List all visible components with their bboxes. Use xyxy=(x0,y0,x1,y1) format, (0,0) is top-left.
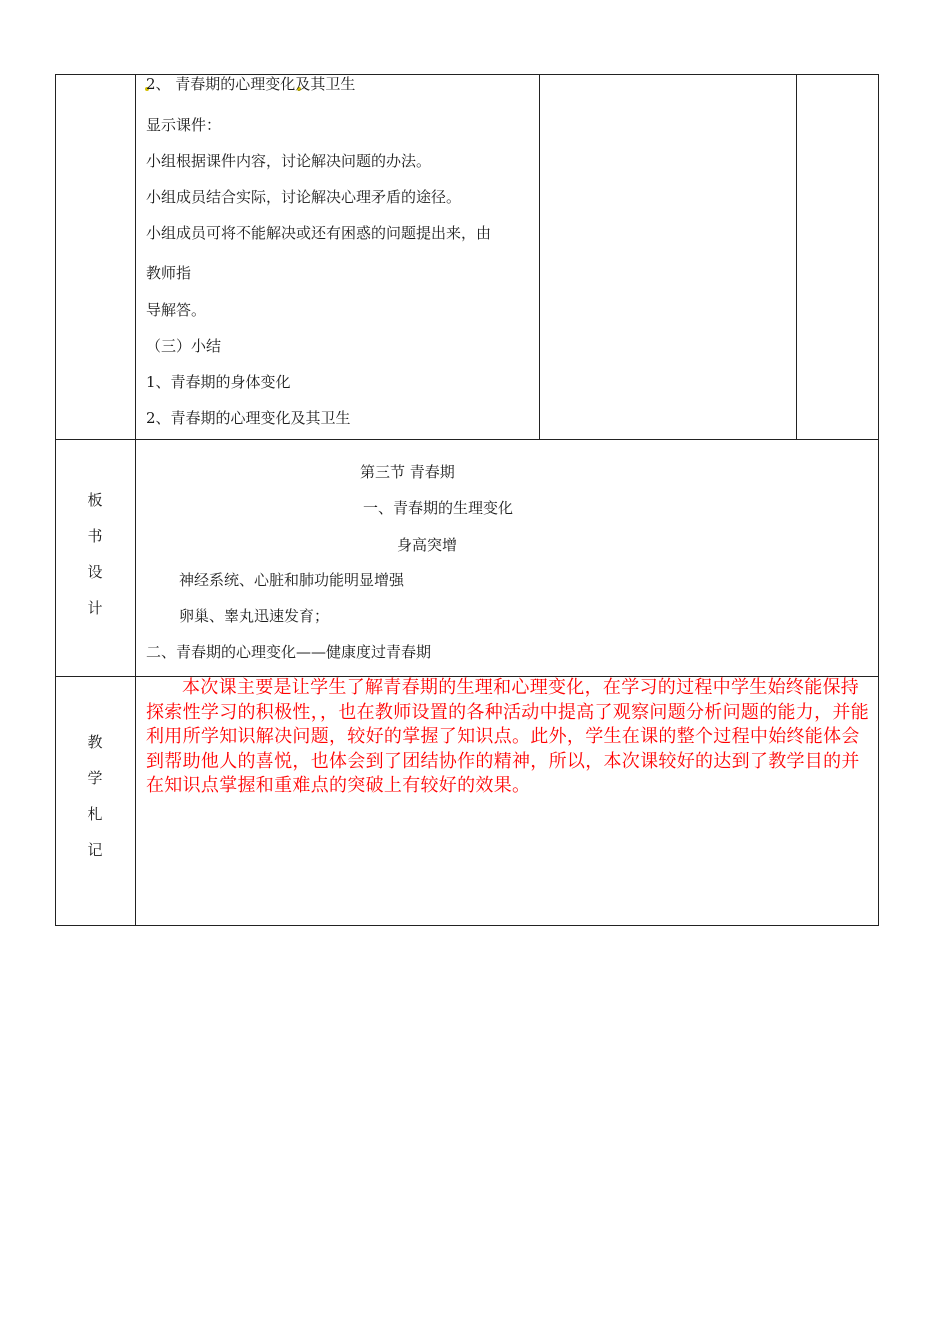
board-line-sub-1: 身高突增 xyxy=(397,536,458,554)
teaching-notes-text: 本次课主要是让学生了解青春期的生理和心理变化，在学习的过程中学生始终能保持探索性学习的积极性，，也在教师设置的各种活动中提高了观察问题分析问题的能力，并能利用所学知识解决问题，较好的掌握了知识点。此外，学生在课的整个过程中始终能体会到帮助他人的喜悦，也体会到了团结协作的精神，所以，本次课较好的达到了教学目的并在知识点掌握和重难点的突破上有较好的效果。 xyxy=(146,677,869,796)
top-line-7: 导解答。 xyxy=(146,301,207,319)
row-divider-1 xyxy=(55,439,879,440)
board-line-sub-3: 卵巢、睾丸迅速发育； xyxy=(179,607,330,625)
top-line-4: 小组成员结合实际，讨论解决心理矛盾的途径。 xyxy=(146,188,462,206)
board-label-char: 计 xyxy=(87,599,103,617)
label-column-divider xyxy=(135,74,136,926)
table-right-border xyxy=(878,74,879,926)
table-bottom-border xyxy=(55,925,879,926)
content-column-divider xyxy=(539,74,540,440)
notes-label-char: 记 xyxy=(87,841,103,859)
top-line-1: 2、 青春期的心理变化及其卫生 xyxy=(146,75,356,93)
table-left-border xyxy=(55,74,56,926)
board-line-heading-2: 二、青春期的心理变化——健康度过青春期 xyxy=(146,643,432,661)
board-line-title: 第三节 青春期 xyxy=(360,463,455,481)
notes-label-char: 教 xyxy=(87,733,103,751)
board-line-sub-2: 神经系统、心脏和肺功能明显增强 xyxy=(179,571,405,589)
top-line-3: 小组根据课件内容，讨论解决问题的办法。 xyxy=(146,152,432,170)
board-label-char: 板 xyxy=(87,491,103,509)
board-line-heading-1: 一、青春期的生理变化 xyxy=(363,499,514,517)
top-line-8: （三）小结 xyxy=(146,337,222,355)
top-line-2: 显示课件： xyxy=(146,116,222,134)
top-line-9: 1、青春期的身体变化 xyxy=(146,373,291,391)
board-label-char: 书 xyxy=(87,527,103,545)
extra-column-divider xyxy=(796,74,797,440)
board-label-char: 设 xyxy=(87,563,103,581)
notes-label-char: 学 xyxy=(87,769,103,787)
notes-label-char: 札 xyxy=(87,805,103,823)
top-line-10: 2、青春期的心理变化及其卫生 xyxy=(146,409,351,427)
top-line-5: 小组成员可将不能解决或还有困惑的问题提出来，由 xyxy=(146,224,492,242)
top-line-6: 教师指 xyxy=(146,264,192,282)
